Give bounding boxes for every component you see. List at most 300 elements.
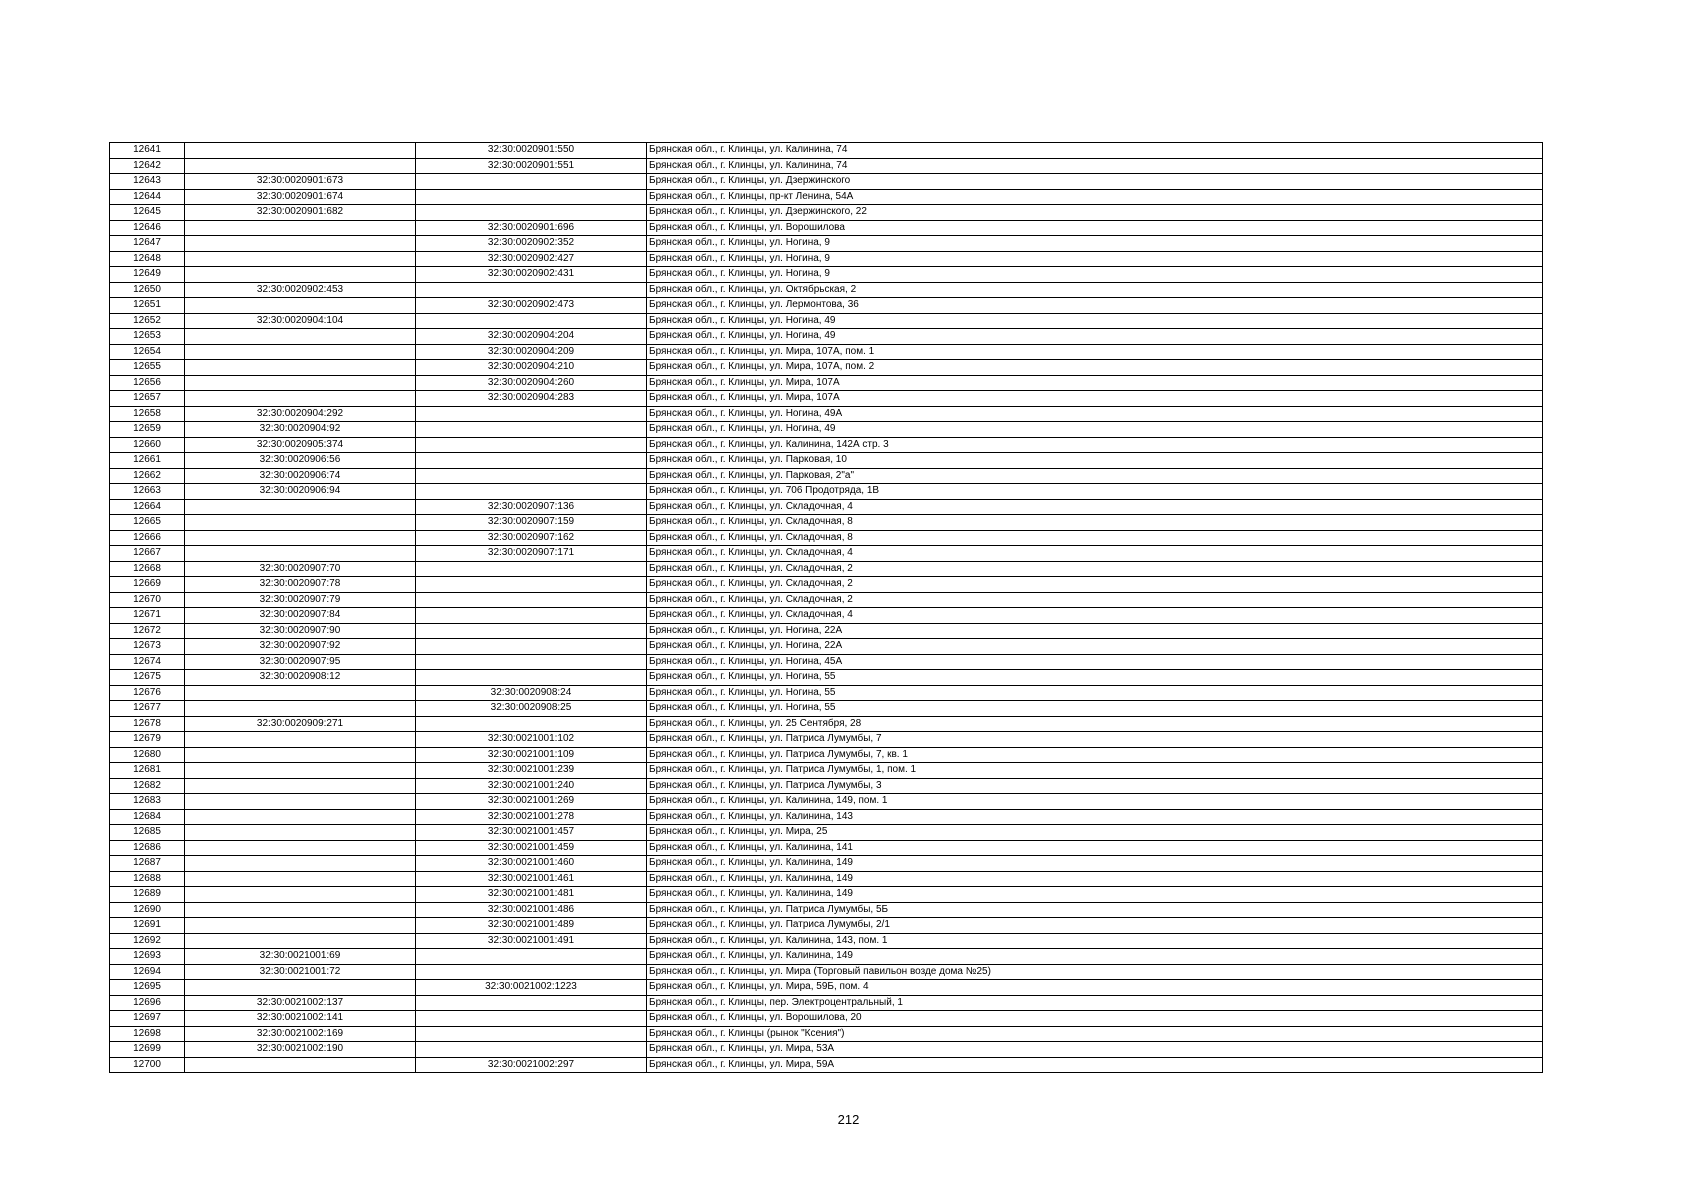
cadastral-number-b-cell: 32:30:0020902:352 (416, 236, 647, 252)
cadastral-number-b-cell (416, 639, 647, 655)
cadastral-number-b-cell (416, 1011, 647, 1027)
address-cell: Брянская обл., г. Клинцы, ул. Складочная, 2 (647, 561, 1543, 577)
table-row (110, 375, 1543, 391)
table-row (110, 515, 1543, 531)
table-row (110, 530, 1543, 546)
cadastral-number-b-cell: 32:30:0020907:171 (416, 546, 647, 562)
address-cell: Брянская обл., г. Клинцы, ул. Октябрьская, 2 (647, 282, 1543, 298)
address-cell: Брянская обл., г. Клинцы, ул. Калинина, 149 (647, 887, 1543, 903)
address-cell: Брянская обл., г. Клинцы, ул. Ногина, 55 (647, 701, 1543, 717)
table-row (110, 189, 1543, 205)
address-cell: Брянская обл., г. Клинцы, ул. Ногина, 22А (647, 639, 1543, 655)
cadastral-number-b-cell (416, 949, 647, 965)
cadastral-number-a-cell (185, 856, 416, 872)
cadastral-number-a-cell: 32:30:0020908:12 (185, 670, 416, 686)
cadastral-number-a-cell (185, 794, 416, 810)
table-row (110, 1057, 1543, 1073)
table-row (110, 623, 1543, 639)
row-number-cell: 12697 (110, 1011, 185, 1027)
cadastral-number-b-cell: 32:30:0021001:102 (416, 732, 647, 748)
cadastral-number-b-cell (416, 608, 647, 624)
cadastral-number-b-cell: 32:30:0021001:460 (416, 856, 647, 872)
row-number-cell: 12653 (110, 329, 185, 345)
cadastral-number-b-cell (416, 623, 647, 639)
cadastral-number-b-cell (416, 964, 647, 980)
cadastral-number-a-cell: 32:30:0021001:72 (185, 964, 416, 980)
table-row (110, 716, 1543, 732)
cadastral-number-b-cell (416, 406, 647, 422)
row-number-cell: 12673 (110, 639, 185, 655)
address-cell: Брянская обл., г. Клинцы, пр-кт Ленина, 54А (647, 189, 1543, 205)
cadastral-number-b-cell (416, 313, 647, 329)
row-number-cell: 12648 (110, 251, 185, 267)
cadastral-number-b-cell: 32:30:0020907:162 (416, 530, 647, 546)
registry-table-body (110, 143, 1543, 1073)
table-row (110, 267, 1543, 283)
table-row (110, 406, 1543, 422)
cadastral-number-b-cell (416, 1042, 647, 1058)
address-cell: Брянская обл., г. Клинцы, ул. Патриса Лумумбы, 7 (647, 732, 1543, 748)
registry-table (109, 142, 1543, 1073)
cadastral-number-a-cell: 32:30:0020904:292 (185, 406, 416, 422)
table-row (110, 809, 1543, 825)
cadastral-number-a-cell: 32:30:0020907:84 (185, 608, 416, 624)
row-number-cell: 12698 (110, 1026, 185, 1042)
address-cell: Брянская обл., г. Клинцы, ул. Парковая, 10 (647, 453, 1543, 469)
table-row (110, 158, 1543, 174)
row-number-cell: 12690 (110, 902, 185, 918)
cadastral-number-b-cell (416, 282, 647, 298)
cadastral-number-a-cell (185, 515, 416, 531)
row-number-cell: 12667 (110, 546, 185, 562)
cadastral-number-a-cell: 32:30:0020902:453 (185, 282, 416, 298)
cadastral-number-a-cell: 32:30:0020909:271 (185, 716, 416, 732)
row-number-cell: 12659 (110, 422, 185, 438)
row-number-cell: 12681 (110, 763, 185, 779)
table-row (110, 949, 1543, 965)
row-number-cell: 12679 (110, 732, 185, 748)
row-number-cell: 12647 (110, 236, 185, 252)
table-row (110, 670, 1543, 686)
row-number-cell: 12684 (110, 809, 185, 825)
cadastral-number-a-cell: 32:30:0021002:137 (185, 995, 416, 1011)
cadastral-number-a-cell: 32:30:0021002:190 (185, 1042, 416, 1058)
table-row (110, 933, 1543, 949)
table-row (110, 313, 1543, 329)
table-row (110, 871, 1543, 887)
table-row (110, 1026, 1543, 1042)
address-cell: Брянская обл., г. Клинцы, ул. Калинина, 143 (647, 809, 1543, 825)
address-cell: Брянская обл., г. Клинцы, ул. Ворошилова (647, 220, 1543, 236)
table-row (110, 360, 1543, 376)
address-cell: Брянская обл., г. Клинцы, ул. Лермонтова, 36 (647, 298, 1543, 314)
address-cell: Брянская обл., г. Клинцы, ул. Ногина, 49 (647, 422, 1543, 438)
address-cell: Брянская обл., г. Клинцы, ул. Калинина, 143, пом. 1 (647, 933, 1543, 949)
table-row (110, 794, 1543, 810)
address-cell: Брянская обл., г. Клинцы, ул. Патриса Лумумбы, 7, кв. 1 (647, 747, 1543, 763)
row-number-cell: 12651 (110, 298, 185, 314)
table-row (110, 608, 1543, 624)
cadastral-number-b-cell (416, 592, 647, 608)
cadastral-number-a-cell (185, 871, 416, 887)
address-cell: Брянская обл., г. Клинцы, ул. Ногина, 49 (647, 329, 1543, 345)
row-number-cell: 12668 (110, 561, 185, 577)
cadastral-number-b-cell: 32:30:0020907:159 (416, 515, 647, 531)
cadastral-number-a-cell (185, 1057, 416, 1073)
table-row (110, 561, 1543, 577)
cadastral-number-b-cell: 32:30:0021002:1223 (416, 980, 647, 996)
row-number-cell: 12699 (110, 1042, 185, 1058)
cadastral-number-b-cell (416, 654, 647, 670)
address-cell: Брянская обл., г. Клинцы, ул. Калинина, 149 (647, 856, 1543, 872)
table-row (110, 856, 1543, 872)
cadastral-number-b-cell: 32:30:0020901:551 (416, 158, 647, 174)
address-cell: Брянская обл., г. Клинцы, ул. Мира (Торговый павильон возде дома №25) (647, 964, 1543, 980)
address-cell: Брянская обл., г. Клинцы, ул. Ворошилова, 20 (647, 1011, 1543, 1027)
table-row (110, 143, 1543, 159)
address-cell: Брянская обл., г. Клинцы, ул. Ногина, 22А (647, 623, 1543, 639)
table-row (110, 282, 1543, 298)
cadastral-number-a-cell (185, 344, 416, 360)
row-number-cell: 12657 (110, 391, 185, 407)
row-number-cell: 12677 (110, 701, 185, 717)
table-row (110, 701, 1543, 717)
cadastral-number-a-cell (185, 220, 416, 236)
cadastral-number-b-cell (416, 670, 647, 686)
row-number-cell: 12675 (110, 670, 185, 686)
cadastral-number-b-cell (416, 995, 647, 1011)
row-number-cell: 12645 (110, 205, 185, 221)
address-cell: Брянская обл., г. Клинцы, ул. Складочная, 2 (647, 592, 1543, 608)
table-row (110, 329, 1543, 345)
address-cell: Брянская обл., г. Клинцы, ул. Ногина, 45А (647, 654, 1543, 670)
cadastral-number-a-cell (185, 360, 416, 376)
cadastral-number-a-cell (185, 546, 416, 562)
table-row (110, 639, 1543, 655)
cadastral-number-a-cell (185, 530, 416, 546)
cadastral-number-a-cell (185, 732, 416, 748)
row-number-cell: 12665 (110, 515, 185, 531)
cadastral-number-b-cell: 32:30:0021001:481 (416, 887, 647, 903)
address-cell: Брянская обл., г. Клинцы, ул. Складочная, 8 (647, 530, 1543, 546)
row-number-cell: 12693 (110, 949, 185, 965)
row-number-cell: 12700 (110, 1057, 185, 1073)
cadastral-number-b-cell (416, 189, 647, 205)
table-row (110, 1011, 1543, 1027)
address-cell: Брянская обл., г. Клинцы, ул. Ногина, 9 (647, 267, 1543, 283)
address-cell: Брянская обл., г. Клинцы, ул. Патриса Лумумбы, 2/1 (647, 918, 1543, 934)
address-cell: Брянская обл., г. Клинцы, ул. Мира, 107А, пом. 1 (647, 344, 1543, 360)
address-cell: Брянская обл., г. Клинцы, ул. Калинина, 149 (647, 871, 1543, 887)
cadastral-number-a-cell: 32:30:0020907:79 (185, 592, 416, 608)
address-cell: Брянская обл., г. Клинцы, ул. 25 Сентября, 28 (647, 716, 1543, 732)
cadastral-number-b-cell: 32:30:0021001:457 (416, 825, 647, 841)
row-number-cell: 12652 (110, 313, 185, 329)
address-cell: Брянская обл., г. Клинцы, ул. Мира, 25 (647, 825, 1543, 841)
table-row (110, 747, 1543, 763)
table-row (110, 453, 1543, 469)
row-number-cell: 12649 (110, 267, 185, 283)
table-row (110, 391, 1543, 407)
address-cell: Брянская обл., г. Клинцы, ул. Ногина, 49А (647, 406, 1543, 422)
address-cell: Брянская обл., г. Клинцы, ул. Дзержинского, 22 (647, 205, 1543, 221)
row-number-cell: 12670 (110, 592, 185, 608)
address-cell: Брянская обл., г. Клинцы, ул. Мира, 53А (647, 1042, 1543, 1058)
row-number-cell: 12691 (110, 918, 185, 934)
cadastral-number-b-cell (416, 716, 647, 732)
table-row (110, 174, 1543, 190)
row-number-cell: 12664 (110, 499, 185, 515)
row-number-cell: 12696 (110, 995, 185, 1011)
table-row (110, 980, 1543, 996)
row-number-cell: 12682 (110, 778, 185, 794)
cadastral-number-b-cell (416, 453, 647, 469)
address-cell: Брянская обл., г. Клинцы, ул. Калинина, 149 (647, 949, 1543, 965)
address-cell: Брянская обл., г. Клинцы, ул. Мира, 107А, пом. 2 (647, 360, 1543, 376)
cadastral-number-a-cell: 32:30:0020905:374 (185, 437, 416, 453)
cadastral-number-a-cell: 32:30:0020904:92 (185, 422, 416, 438)
cadastral-number-b-cell: 32:30:0021001:278 (416, 809, 647, 825)
cadastral-number-b-cell (416, 437, 647, 453)
row-number-cell: 12661 (110, 453, 185, 469)
cadastral-number-a-cell: 32:30:0020907:95 (185, 654, 416, 670)
cadastral-number-a-cell (185, 840, 416, 856)
cadastral-number-b-cell: 32:30:0020908:24 (416, 685, 647, 701)
cadastral-number-b-cell: 32:30:0020904:283 (416, 391, 647, 407)
row-number-cell: 12671 (110, 608, 185, 624)
cadastral-number-a-cell: 32:30:0020907:78 (185, 577, 416, 593)
cadastral-number-a-cell (185, 902, 416, 918)
table-row (110, 499, 1543, 515)
address-cell: Брянская обл., г. Клинцы (рынок "Ксения") (647, 1026, 1543, 1042)
cadastral-number-a-cell (185, 236, 416, 252)
row-number-cell: 12646 (110, 220, 185, 236)
cadastral-number-b-cell: 32:30:0020902:473 (416, 298, 647, 314)
row-number-cell: 12676 (110, 685, 185, 701)
address-cell: Брянская обл., г. Клинцы, ул. Калинина, 141 (647, 840, 1543, 856)
address-cell: Брянская обл., г. Клинцы, ул. Складочная, 2 (647, 577, 1543, 593)
table-row (110, 468, 1543, 484)
address-cell: Брянская обл., г. Клинцы, ул. Складочная, 4 (647, 499, 1543, 515)
address-cell: Брянская обл., г. Клинцы, ул. Мира, 107А (647, 375, 1543, 391)
address-cell: Брянская обл., г. Клинцы, ул. Калинина, 74 (647, 143, 1543, 159)
cadastral-number-a-cell: 32:30:0020901:682 (185, 205, 416, 221)
row-number-cell: 12672 (110, 623, 185, 639)
cadastral-number-a-cell: 32:30:0020901:674 (185, 189, 416, 205)
table-row (110, 825, 1543, 841)
row-number-cell: 12641 (110, 143, 185, 159)
address-cell: Брянская обл., г. Клинцы, ул. Мира, 107А (647, 391, 1543, 407)
table-row (110, 778, 1543, 794)
cadastral-number-b-cell: 32:30:0021001:491 (416, 933, 647, 949)
cadastral-number-a-cell: 32:30:0020907:70 (185, 561, 416, 577)
cadastral-number-a-cell: 32:30:0020906:74 (185, 468, 416, 484)
table-row (110, 592, 1543, 608)
cadastral-number-b-cell (416, 468, 647, 484)
row-number-cell: 12678 (110, 716, 185, 732)
address-cell: Брянская обл., г. Клинцы, пер. Электроцентральный, 1 (647, 995, 1543, 1011)
table-row (110, 422, 1543, 438)
row-number-cell: 12680 (110, 747, 185, 763)
table-row (110, 995, 1543, 1011)
cadastral-number-b-cell: 32:30:0020902:427 (416, 251, 647, 267)
cadastral-number-b-cell (416, 205, 647, 221)
row-number-cell: 12669 (110, 577, 185, 593)
address-cell: Брянская обл., г. Клинцы, ул. Калинина, 74 (647, 158, 1543, 174)
address-cell: Брянская обл., г. Клинцы, ул. Мира, 59А (647, 1057, 1543, 1073)
cadastral-number-b-cell: 32:30:0021001:240 (416, 778, 647, 794)
address-cell: Брянская обл., г. Клинцы, ул. Патриса Лумумбы, 3 (647, 778, 1543, 794)
cadastral-number-a-cell (185, 918, 416, 934)
cadastral-number-a-cell (185, 778, 416, 794)
cadastral-number-a-cell (185, 980, 416, 996)
address-cell: Брянская обл., г. Клинцы, ул. Складочная, 8 (647, 515, 1543, 531)
cadastral-number-a-cell: 32:30:0020904:104 (185, 313, 416, 329)
address-cell: Брянская обл., г. Клинцы, ул. Ногина, 49 (647, 313, 1543, 329)
row-number-cell: 12689 (110, 887, 185, 903)
cadastral-number-a-cell (185, 809, 416, 825)
cadastral-number-b-cell: 32:30:0020901:696 (416, 220, 647, 236)
cadastral-number-a-cell: 32:30:0020906:56 (185, 453, 416, 469)
cadastral-number-a-cell (185, 747, 416, 763)
table-row (110, 577, 1543, 593)
cadastral-number-a-cell (185, 375, 416, 391)
address-cell: Брянская обл., г. Клинцы, ул. Патриса Лумумбы, 1, пом. 1 (647, 763, 1543, 779)
cadastral-number-b-cell: 32:30:0021001:489 (416, 918, 647, 934)
cadastral-number-b-cell: 32:30:0021001:459 (416, 840, 647, 856)
cadastral-number-b-cell: 32:30:0021001:269 (416, 794, 647, 810)
row-number-cell: 12666 (110, 530, 185, 546)
cadastral-number-a-cell (185, 499, 416, 515)
cadastral-number-a-cell: 32:30:0020906:94 (185, 484, 416, 500)
table-row (110, 654, 1543, 670)
row-number-cell: 12686 (110, 840, 185, 856)
row-number-cell: 12683 (110, 794, 185, 810)
cadastral-number-b-cell: 32:30:0020904:210 (416, 360, 647, 376)
cadastral-number-b-cell: 32:30:0020902:431 (416, 267, 647, 283)
cadastral-number-b-cell (416, 561, 647, 577)
cadastral-number-b-cell: 32:30:0020904:204 (416, 329, 647, 345)
page-number: 212 (837, 1112, 860, 1127)
cadastral-number-a-cell (185, 825, 416, 841)
cadastral-number-b-cell (416, 484, 647, 500)
cadastral-number-b-cell: 32:30:0020901:550 (416, 143, 647, 159)
row-number-cell: 12654 (110, 344, 185, 360)
table-row (110, 344, 1543, 360)
cadastral-number-a-cell (185, 298, 416, 314)
table-row (110, 732, 1543, 748)
row-number-cell: 12695 (110, 980, 185, 996)
cadastral-number-a-cell: 32:30:0021002:141 (185, 1011, 416, 1027)
row-number-cell: 12643 (110, 174, 185, 190)
cadastral-number-b-cell: 32:30:0021001:486 (416, 902, 647, 918)
cadastral-number-b-cell (416, 577, 647, 593)
cadastral-number-b-cell: 32:30:0020904:260 (416, 375, 647, 391)
table-row (110, 887, 1543, 903)
address-cell: Брянская обл., г. Клинцы, ул. Ногина, 55 (647, 670, 1543, 686)
row-number-cell: 12660 (110, 437, 185, 453)
table-row (110, 1042, 1543, 1058)
address-cell: Брянская обл., г. Клинцы, ул. Ногина, 9 (647, 236, 1543, 252)
row-number-cell: 12662 (110, 468, 185, 484)
row-number-cell: 12656 (110, 375, 185, 391)
address-cell: Брянская обл., г. Клинцы, ул. Парковая, 2"а" (647, 468, 1543, 484)
cadastral-number-a-cell (185, 267, 416, 283)
address-cell: Брянская обл., г. Клинцы, ул. Калинина, 142А стр. 3 (647, 437, 1543, 453)
cadastral-number-a-cell: 32:30:0020907:92 (185, 639, 416, 655)
table-row (110, 763, 1543, 779)
table-row (110, 964, 1543, 980)
cadastral-number-a-cell (185, 933, 416, 949)
cadastral-number-a-cell (185, 763, 416, 779)
table-row (110, 205, 1543, 221)
cadastral-number-a-cell: 32:30:0020901:673 (185, 174, 416, 190)
row-number-cell: 12658 (110, 406, 185, 422)
cadastral-number-b-cell: 32:30:0020908:25 (416, 701, 647, 717)
row-number-cell: 12644 (110, 189, 185, 205)
row-number-cell: 12655 (110, 360, 185, 376)
row-number-cell: 12688 (110, 871, 185, 887)
table-row (110, 220, 1543, 236)
address-cell: Брянская обл., г. Клинцы, ул. 706 Продотряда, 1В (647, 484, 1543, 500)
cadastral-number-a-cell: 32:30:0021002:169 (185, 1026, 416, 1042)
address-cell: Брянская обл., г. Клинцы, ул. Ногина, 9 (647, 251, 1543, 267)
cadastral-number-a-cell: 32:30:0020907:90 (185, 623, 416, 639)
table-row (110, 298, 1543, 314)
cadastral-number-b-cell (416, 1026, 647, 1042)
cadastral-number-a-cell (185, 685, 416, 701)
address-cell: Брянская обл., г. Клинцы, ул. Ногина, 55 (647, 685, 1543, 701)
cadastral-number-a-cell (185, 251, 416, 267)
row-number-cell: 12685 (110, 825, 185, 841)
address-cell: Брянская обл., г. Клинцы, ул. Мира, 59Б, пом. 4 (647, 980, 1543, 996)
row-number-cell: 12663 (110, 484, 185, 500)
row-number-cell: 12694 (110, 964, 185, 980)
table-row (110, 840, 1543, 856)
cadastral-number-b-cell: 32:30:0021001:461 (416, 871, 647, 887)
cadastral-number-b-cell: 32:30:0021001:109 (416, 747, 647, 763)
cadastral-number-a-cell (185, 887, 416, 903)
cadastral-number-b-cell (416, 174, 647, 190)
address-cell: Брянская обл., г. Клинцы, ул. Складочная, 4 (647, 608, 1543, 624)
cadastral-number-a-cell: 32:30:0021001:69 (185, 949, 416, 965)
cadastral-number-b-cell: 32:30:0021002:297 (416, 1057, 647, 1073)
cadastral-number-b-cell: 32:30:0020907:136 (416, 499, 647, 515)
cadastral-number-a-cell (185, 158, 416, 174)
cadastral-number-a-cell (185, 143, 416, 159)
table-row (110, 251, 1543, 267)
cadastral-number-b-cell: 32:30:0021001:239 (416, 763, 647, 779)
address-cell: Брянская обл., г. Клинцы, ул. Складочная, 4 (647, 546, 1543, 562)
row-number-cell: 12650 (110, 282, 185, 298)
address-cell: Брянская обл., г. Клинцы, ул. Патриса Лумумбы, 5Б (647, 902, 1543, 918)
cadastral-number-b-cell: 32:30:0020904:209 (416, 344, 647, 360)
address-cell: Брянская обл., г. Клинцы, ул. Дзержинского (647, 174, 1543, 190)
row-number-cell: 12687 (110, 856, 185, 872)
table-row (110, 918, 1543, 934)
table-row (110, 685, 1543, 701)
row-number-cell: 12642 (110, 158, 185, 174)
table-row (110, 902, 1543, 918)
table-row (110, 484, 1543, 500)
cadastral-number-b-cell (416, 422, 647, 438)
address-cell: Брянская обл., г. Клинцы, ул. Калинина, 149, пом. 1 (647, 794, 1543, 810)
cadastral-number-a-cell (185, 391, 416, 407)
table-row (110, 546, 1543, 562)
table-row (110, 236, 1543, 252)
cadastral-number-a-cell (185, 701, 416, 717)
row-number-cell: 12674 (110, 654, 185, 670)
